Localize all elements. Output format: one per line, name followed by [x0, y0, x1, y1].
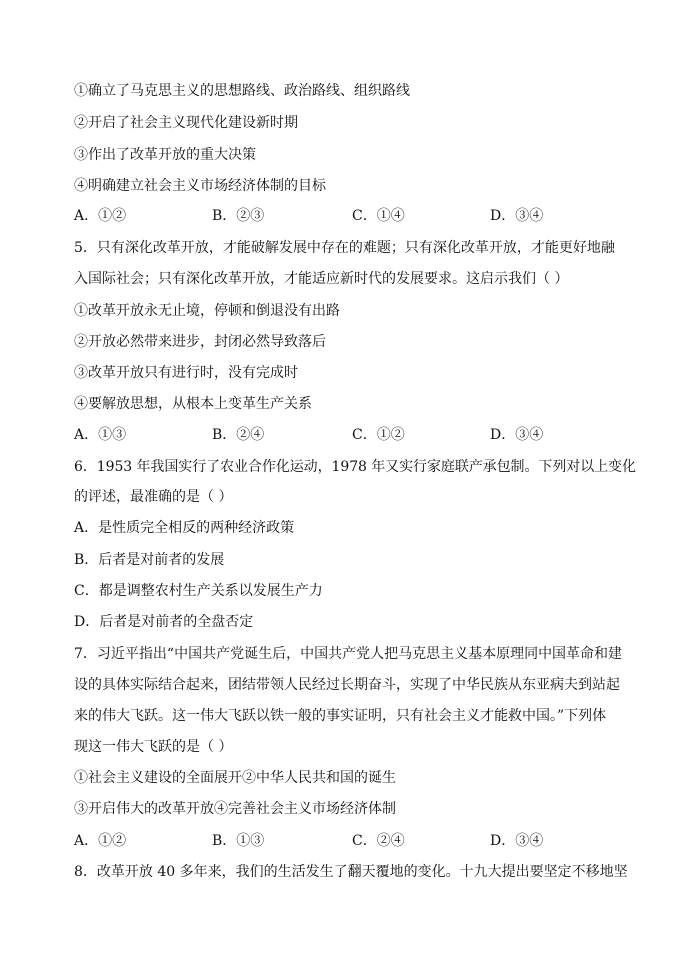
- q4-statement-4: ④明确建立社会主义市场经济体制的目标: [74, 178, 326, 194]
- q7-options: [74, 831, 634, 851]
- q7-option-b: B．①③: [212, 833, 265, 849]
- q6-choice-a: A．是性质完全相反的两种经济政策: [74, 520, 295, 536]
- q7-stem-line-2: 设的具体实际结合起来，团结带领人民经过长期奋斗，实现了中华民族从东亚病夫到站起: [74, 677, 620, 693]
- q4-options: [74, 206, 634, 226]
- q5-options: [74, 425, 634, 445]
- q6-choice-c: C．都是调整农村生产关系以发展生产力: [74, 583, 323, 599]
- q7-statement-line-1: ①社会主义建设的全面展开②中华人民共和国的诞生: [74, 770, 396, 786]
- q5-option-d: D．③④: [490, 427, 544, 443]
- q7-stem-line-4: 现这一伟大飞跃的是（ ）: [74, 739, 233, 755]
- q7-statement-line-2: ③开启伟大的改革开放④完善社会主义市场经济体制: [74, 801, 396, 817]
- q7-option-c: C．②④: [352, 833, 405, 849]
- q5-statement-4: ④要解放思想，从根本上变革生产关系: [74, 396, 312, 412]
- q7-option-a: A．①②: [74, 833, 127, 849]
- q4-statement-1: ①确立了马克思主义的思想路线、政治路线、组织路线: [74, 83, 410, 99]
- q4-option-a: A．①②: [74, 208, 127, 224]
- q5-statement-1: ①改革开放永无止境，停顿和倒退没有出路: [74, 303, 340, 319]
- q4-statement-2: ②开启了社会主义现代化建设新时期: [74, 115, 298, 131]
- q7-stem-line-1: 7．习近平指出“中国共产党诞生后，中国共产党人把马克思主义基本原理同中国革命和建: [74, 646, 623, 662]
- q4-option-b: B．②③: [212, 208, 265, 224]
- q5-stem-line-1: 5．只有深化改革开放，才能破解发展中存在的难题；只有深化改革开放，才能更好地融: [74, 240, 615, 256]
- q5-statement-3: ③改革开放只有进行时，没有完成时: [74, 365, 298, 381]
- q6-stem-line-2: 的评述，最准确的是（ ）: [74, 489, 233, 505]
- q5-option-c: C．①②: [352, 427, 405, 443]
- q7-stem-line-3: 来的伟大飞跃。这一伟大飞跃以铁一般的事实证明，只有社会主义才能救中国。”下列体: [74, 708, 607, 724]
- q5-option-a: A．①③: [74, 427, 127, 443]
- q5-statement-2: ②开放必然带来进步，封闭必然导致落后: [74, 334, 326, 350]
- q8-stem-line-1: 8．改革开放 40 多年来，我们的生活发生了翻天覆地的变化。十九大提出要坚定不移地坚: [74, 864, 628, 880]
- q5-stem-line-2: 入国际社会；只有深化改革开放，才能适应新时代的发展要求。这启示我们（ ）: [74, 271, 569, 287]
- q7-option-d: D．③④: [490, 833, 544, 849]
- q6-choice-d: D．后者是对前者的全盘否定: [74, 614, 254, 630]
- q4-option-c: C．①④: [352, 208, 405, 224]
- q4-statement-3: ③作出了改革开放的重大决策: [74, 147, 256, 163]
- q6-stem-line-1: 6．1953 年我国实行了农业合作化运动，1978 年又实行家庭联产承包制。下列对以上变化: [74, 459, 636, 475]
- q5-option-b: B．②④: [212, 427, 265, 443]
- q6-choice-b: B．后者是对前者的发展: [74, 552, 225, 568]
- q4-option-d: D．③④: [490, 208, 544, 224]
